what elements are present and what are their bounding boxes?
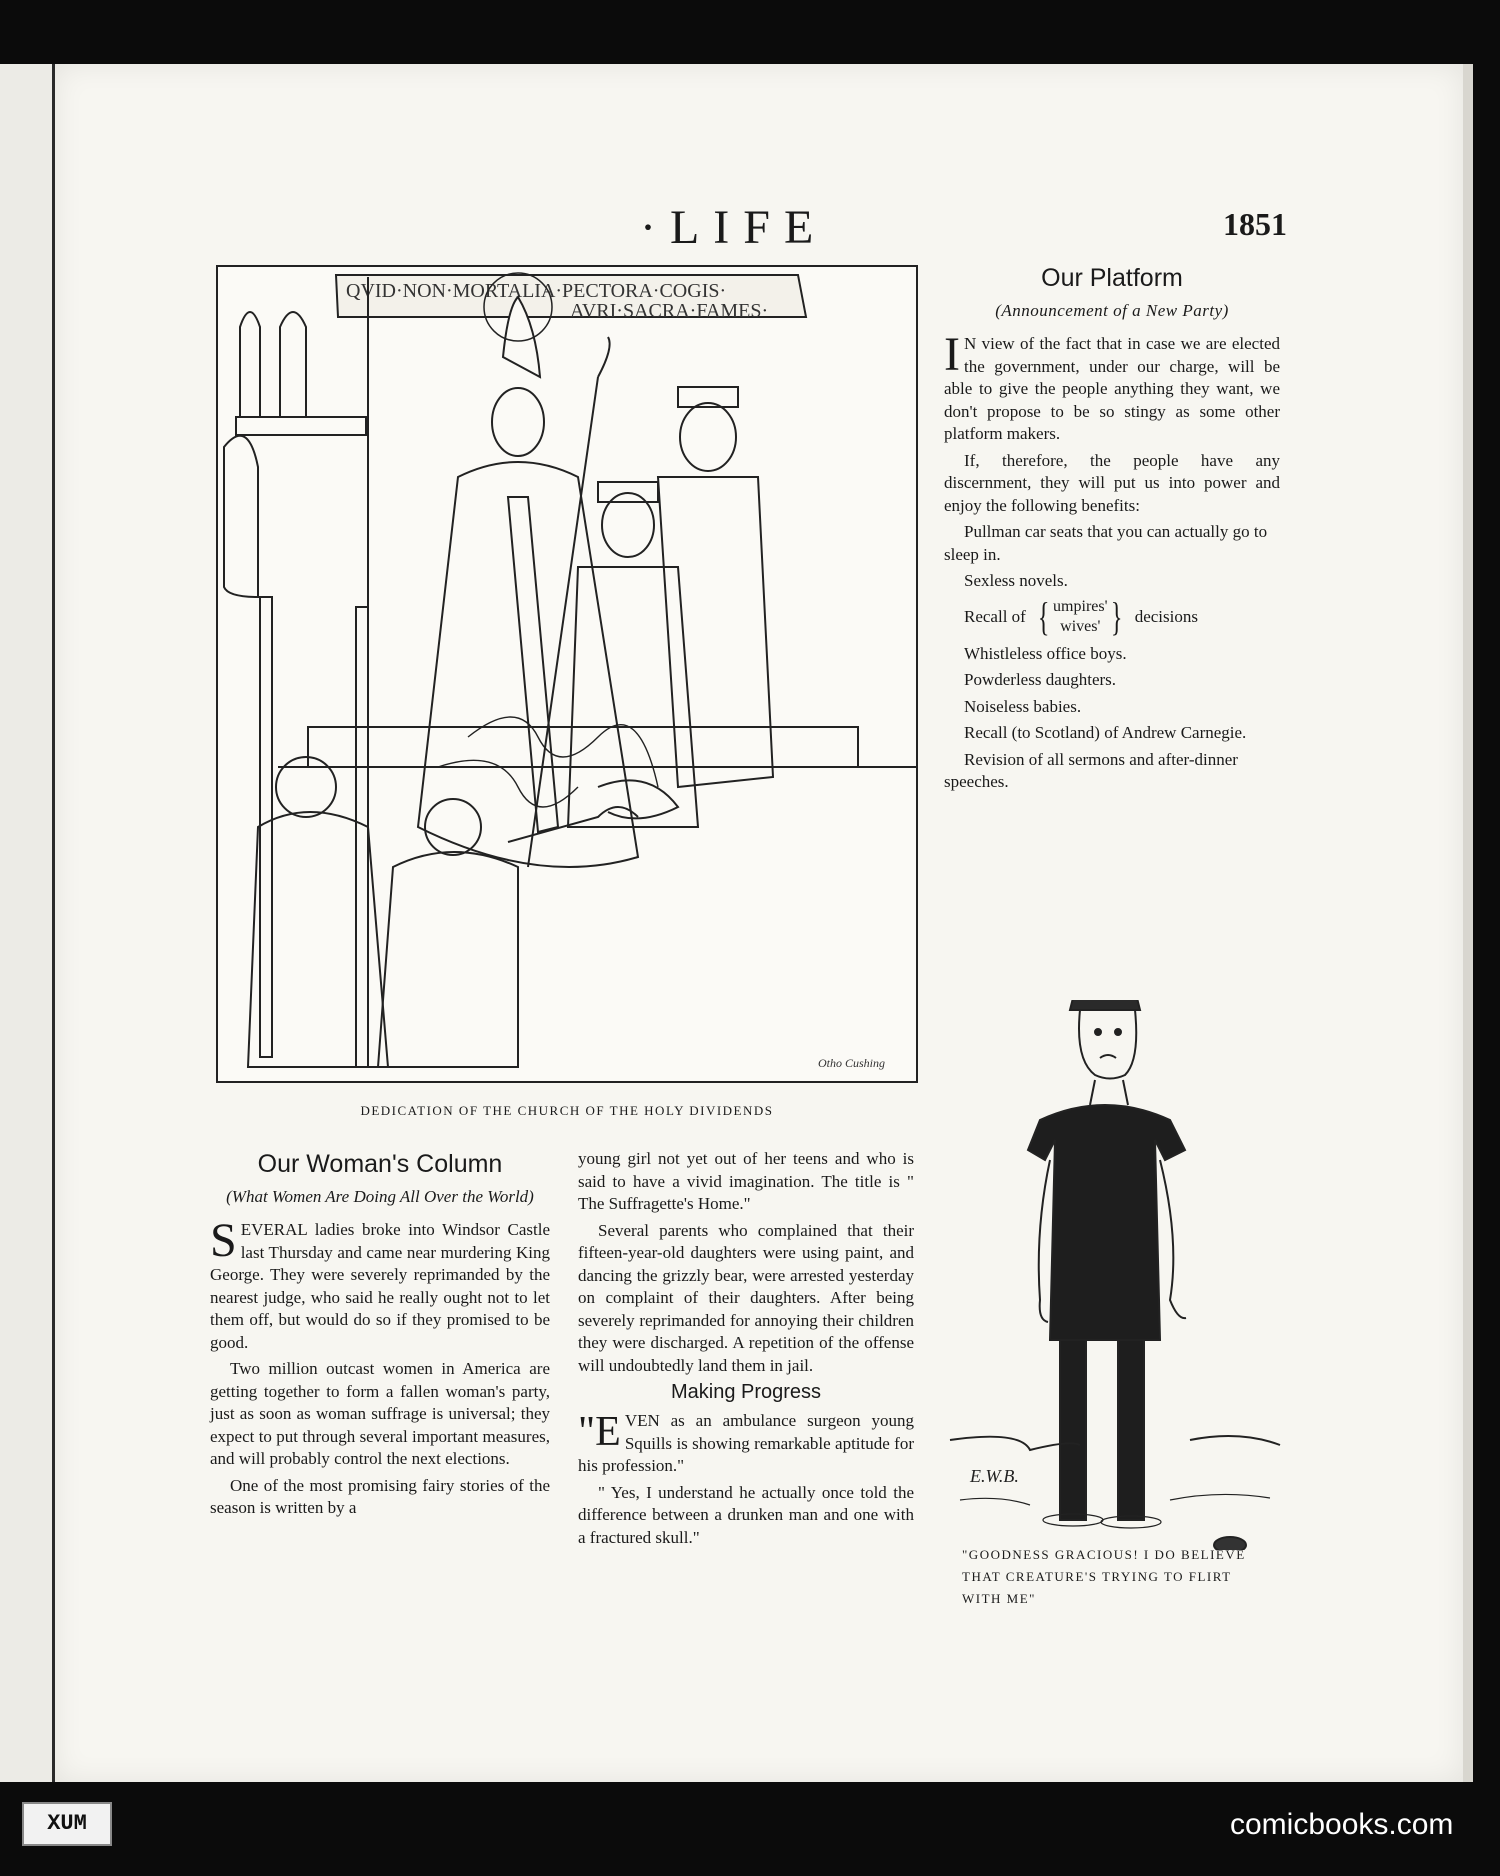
- platform-subtitle: (Announcement of a New Party): [995, 301, 1229, 320]
- womans-column-para-1: EVERAL ladies broke into Windsor Castle last Thursday and came near murdering King George. They were severely reprimanded by the nearest judge, who said he really ought not to let them off, but would do so if they promised to be good.: [210, 1220, 550, 1352]
- platform-body: [944, 328, 1280, 517]
- bather-signature: E.W.B.: [970, 1466, 1019, 1486]
- right-brace: }: [1111, 593, 1123, 639]
- womans-column-para-2: Two million outcast women in America are getting together to form a fallen woman's party, just as soon as woman suffrage is universal; they expect to put through several important measures, and will probably control the next elections.: [210, 1359, 550, 1468]
- banner-line-2: AVRI·SACRA·FAMES·: [570, 300, 769, 322]
- bather-caption: "GOODNESS GRACIOUS! I DO BELIEVE THAT CREATURE'S TRYING TO FLIRT WITH ME": [962, 1547, 1246, 1606]
- facing-page-edge: [0, 64, 55, 1782]
- womans-column-dropcap: S: [210, 1214, 237, 1267]
- making-progress-para-1: VEN as an ambulance surgeon young Squills is showing remarkable aptitude for his profession.": [578, 1411, 914, 1475]
- womans-column-article: [210, 1150, 550, 1524]
- platform-item-daughters: Powderless daughters.: [964, 670, 1117, 689]
- cartoon-caption: DEDICATION OF THE CHURCH OF THE HOLY DIVIDENDS: [360, 1103, 774, 1118]
- platform-item-carnegie: Recall (to Scotland) of Andrew Carnegie.: [964, 723, 1247, 742]
- cartoon-illustration: [216, 265, 918, 1083]
- reel-tag: XUM: [22, 1802, 112, 1846]
- platform-title: Our Platform: [1041, 264, 1183, 292]
- recall-option-wives: wives': [1060, 617, 1101, 635]
- platform-item-pullman: Pullman car seats that you can actually go to sleep in.: [944, 522, 1268, 564]
- left-brace: {: [1037, 593, 1050, 639]
- bather-illustration: [940, 1000, 1340, 1550]
- platform-item-recall: [944, 593, 1280, 639]
- masthead-title: ·LIFE: [640, 201, 828, 254]
- platform-para-2: If, therefore, the people have any discernment, they will put us into power and enjoy the following benefits:: [944, 450, 1280, 515]
- platform-item-sermons: Revision of all sermons and after-dinner speeches.: [944, 749, 1238, 791]
- womans-column-title: Our Woman's Column: [257, 1150, 503, 1178]
- womans-column-para-4: Several parents who complained that their fifteen-year-old daughters were using paint, and dancing the grizzly bear, were arrested yesterday on complaint of their daughters. After being severely reprimanded for annoying their children they were discharged. A repetition of the offense will undoubtedly land them in jail.: [578, 1220, 914, 1375]
- church-dividends-drawing: [218, 267, 918, 1083]
- page-number: 1851: [1223, 206, 1287, 242]
- making-progress-para-2: " Yes, I understand he actually once told the difference between a drunken man and one with a fractured skull.": [578, 1482, 914, 1547]
- recall-brace-group: [1034, 593, 1127, 639]
- middle-column: [578, 1148, 914, 1553]
- recall-suffix: decisions: [1134, 606, 1198, 626]
- banner-line-1: QVID·NON·MORTALIA·PECTORA·COGIS·: [346, 280, 727, 302]
- platform-item-novels: Sexless novels.: [964, 571, 1068, 590]
- womans-column-subtitle: (What Women Are Doing All Over the World): [226, 1187, 534, 1206]
- recall-prefix: Recall of: [964, 606, 1026, 626]
- cartoon-signature: Otho Cushing: [818, 1056, 886, 1070]
- recall-option-umpires: umpires': [1053, 597, 1108, 615]
- watermark-text: comicbooks.com: [1230, 1808, 1454, 1841]
- making-progress-title: Making Progress: [670, 1381, 822, 1403]
- platform-dropcap: I: [944, 328, 960, 381]
- platform-article: [944, 264, 1280, 798]
- making-progress-dropcap: "E: [578, 1409, 621, 1455]
- platform-item-office-boys: Whistleless office boys.: [964, 643, 1127, 663]
- platform-intro: N view of the fact that in case we are elected the government, under our charge, will be able to give the people anything they want, we don't propose to be so stingy as some other platform makers.: [944, 334, 1280, 443]
- womans-column-para-3: One of the most promising fairy stories of the season is written by a: [210, 1475, 550, 1517]
- page-edge-right: [1463, 64, 1473, 1782]
- platform-item-babies: Noiseless babies.: [964, 696, 1082, 716]
- womans-column-para-3-cont: young girl not yet out of her teens and who is said to have a vivid imagination. The title is " The Suffragette's Home.": [578, 1149, 914, 1213]
